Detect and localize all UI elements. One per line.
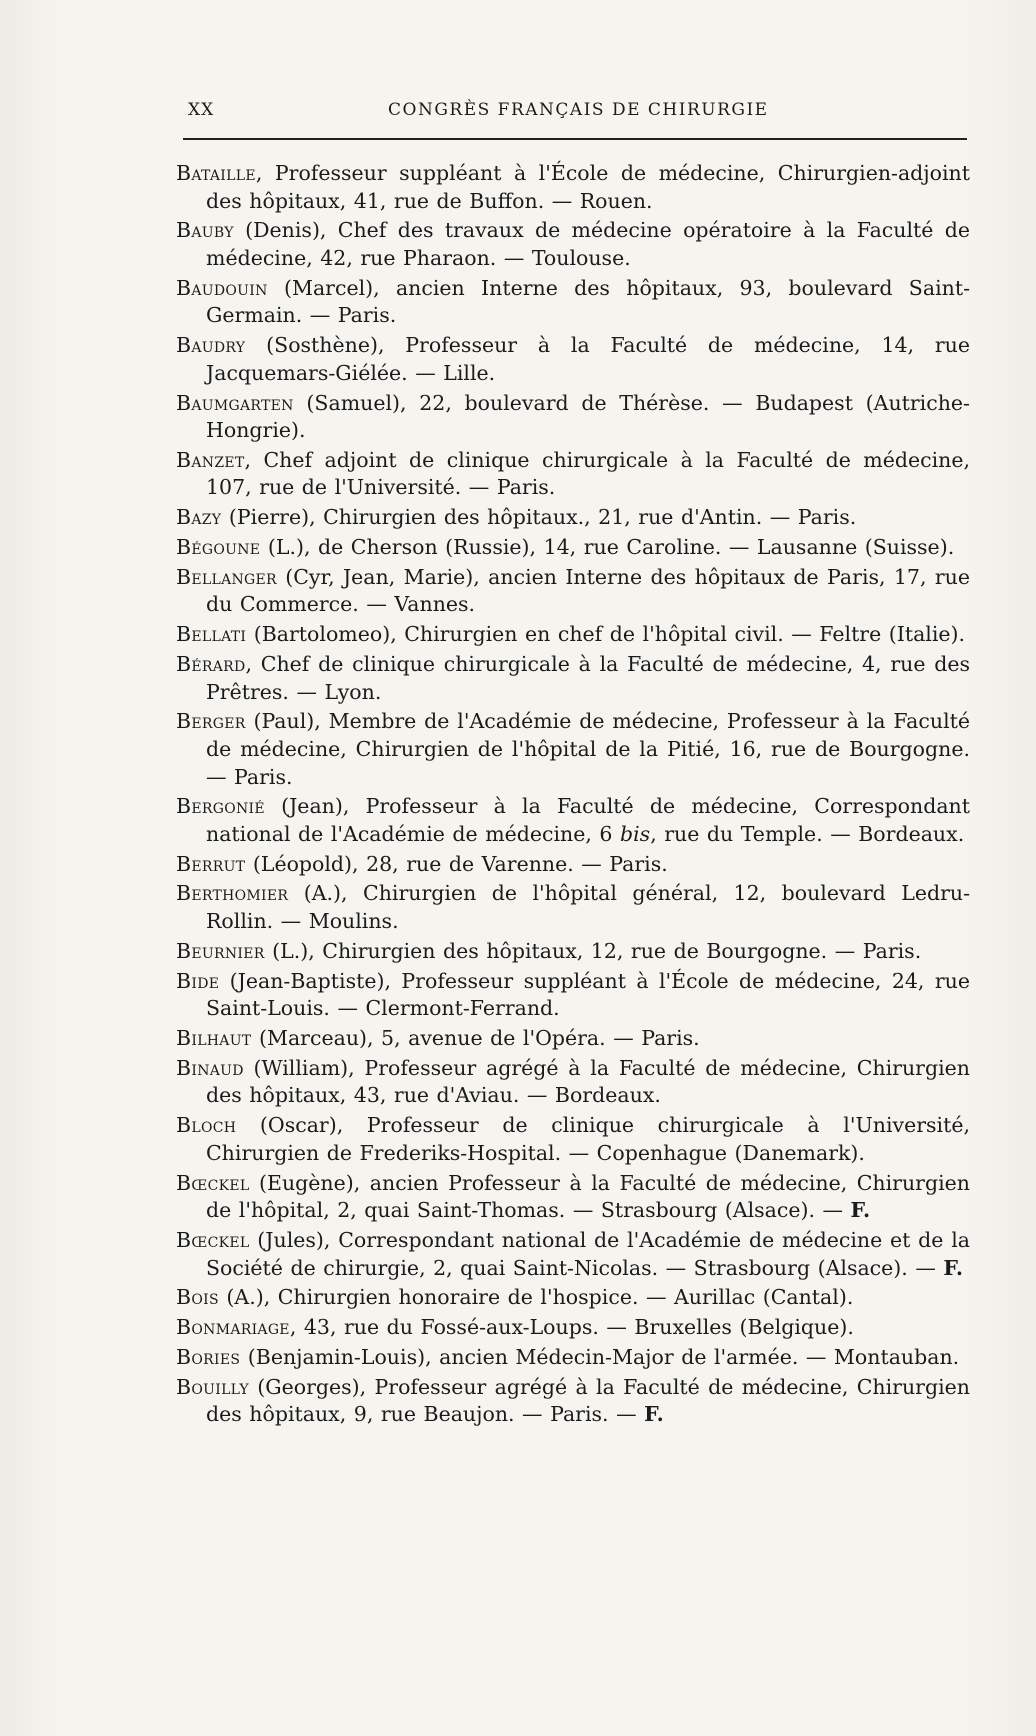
member-details: (Léopold), 28, rue de Varenne. — Paris.	[245, 851, 668, 876]
member-entry	[176, 390, 970, 445]
member-details: (A.), Chirurgien honoraire de l'hospice. — Aurillac (Cantal).	[218, 1285, 854, 1310]
member-entry	[176, 564, 970, 619]
member-details: (Eugène), ancien Professeur à la Faculté de médecine, Chirurgien de l'hôpital, 2, quai Saint-Thomas. — Strasbourg (Alsace). —	[206, 1170, 970, 1223]
member-name: Banzet	[176, 447, 245, 472]
member-entry	[176, 1112, 970, 1167]
member-details: (William), Professeur agrégé à la Faculté de médecine, Chirurgien des hôpitaux, 43, rue d'Aviau. — Bordeaux.	[206, 1055, 970, 1108]
page-number: XX	[188, 100, 215, 120]
member-name: Binaud	[176, 1055, 244, 1080]
member-entry	[176, 534, 970, 562]
member-name: Bories	[176, 1344, 241, 1369]
member-entry	[176, 1055, 970, 1110]
member-details: (Georges), Professeur agrégé à la Faculté de médecine, Chirurgien des hôpitaux, 9, rue Beaujon. — Paris. —	[206, 1374, 970, 1427]
founder-mark: F.	[943, 1255, 963, 1280]
member-name: Beurnier	[176, 938, 265, 963]
running-title: CONGRÈS FRANÇAIS DE CHIRURGIE	[388, 100, 769, 120]
member-name: Baudouin	[176, 275, 268, 300]
member-details: , 43, rue du Fossé-aux-Loups. — Bruxelles (Belgique).	[289, 1315, 854, 1340]
member-entry	[176, 1227, 970, 1282]
founder-mark: F.	[644, 1402, 664, 1427]
member-details: (Jules), Correspondant national de l'Académie de médecine et de la Société de chirurgie, 2, quai Saint-Nicolas. — Strasbourg (Alsace). —	[206, 1227, 970, 1280]
member-entry	[176, 708, 970, 791]
member-entry	[176, 1170, 970, 1225]
member-name: Bois	[176, 1285, 219, 1310]
member-name: Bellati	[176, 622, 247, 647]
italic-word: bis	[620, 821, 651, 846]
member-name: Bataille	[176, 161, 256, 185]
member-name: Bide	[176, 968, 220, 993]
member-details: (Sosthène), Professeur à la Faculté de médecine, 14, rue Jacquemars-Giélée. — Lille.	[206, 333, 970, 385]
member-entry	[176, 651, 970, 706]
member-name: Bonmariage	[176, 1315, 290, 1340]
member-name: Bouilly	[176, 1374, 249, 1399]
member-details: (A.), Chirurgien de l'hôpital général, 12, boulevard Ledru-Rollin. — Moulins.	[206, 881, 970, 934]
member-details: , Chef de clinique chirurgicale à la Faculté de médecine, 4, rue des Prêtres. — Lyon.	[206, 651, 970, 704]
member-details: (L.), de Cherson (Russie), 14, rue Caroline. — Lausanne (Suisse).	[260, 535, 955, 560]
member-details: (L.), Chirurgien des hôpitaux, 12, rue de Bourgogne. — Paris.	[264, 938, 922, 963]
member-entry	[176, 447, 970, 502]
member-entry	[176, 160, 970, 215]
page-header	[188, 100, 968, 128]
member-details: (Jean), Professeur à la Faculté de médecine, Correspondant national de l'Académie de médecine, 6	[206, 794, 970, 846]
member-entry	[176, 1025, 970, 1053]
member-entry	[176, 1374, 970, 1429]
member-entry	[176, 1284, 970, 1312]
member-details-cont: , rue du Temple. — Bordeaux.	[650, 821, 965, 846]
member-name: Bellanger	[176, 564, 277, 589]
member-entry	[176, 217, 970, 272]
founder-mark: F.	[850, 1198, 871, 1223]
member-name: Berrut	[176, 851, 246, 876]
member-name: Berthomier	[176, 881, 289, 906]
member-details: (Bartolomeo), Chirurgien en chef de l'hôpital civil. — Feltre (Italie).	[246, 622, 966, 647]
member-entry	[176, 504, 970, 532]
member-details: (Paul), Membre de l'Académie de médecine, Professeur à la Faculté de médecine, Chirurgien de l'hôpital de la Pitié, 16, rue de Bourgogne. — Paris.	[206, 709, 970, 789]
member-details: (Benjamin-Louis), ancien Médecin-Major de l'armée. — Montauban.	[240, 1344, 960, 1369]
member-entry	[176, 793, 970, 848]
member-entry	[176, 621, 970, 649]
member-name: Bégoune	[176, 535, 261, 560]
member-entry	[176, 880, 970, 935]
member-list	[176, 160, 970, 1431]
member-name: Bazy	[176, 505, 222, 530]
member-name: Baumgarten	[176, 390, 294, 415]
member-details: (Oscar), Professeur de clinique chirurgicale à l'Université, Chirurgien de Frederiks-Hospital. — Copenhague (Danemark).	[206, 1113, 970, 1165]
member-name: Bœckel	[176, 1227, 250, 1252]
member-name: Berger	[176, 709, 246, 734]
member-details: (Pierre), Chirurgien des hôpitaux., 21, rue d'Antin. — Paris.	[221, 505, 857, 530]
member-name: Bloch	[176, 1113, 237, 1138]
member-details: (Denis), Chef des travaux de médecine opératoire à la Faculté de médecine, 42, rue Pharaon. — Toulouse.	[206, 218, 970, 270]
member-details: (Samuel), 22, boulevard de Thérèse. — Budapest (Autriche-Hongrie).	[206, 390, 970, 443]
member-entry	[176, 275, 970, 330]
header-rule	[183, 138, 967, 140]
member-name: Bilhaut	[176, 1026, 252, 1050]
member-name: Bergonié	[176, 794, 265, 819]
member-details: (Jean-Baptiste), Professeur suppléant à l'École de médecine, 24, rue Saint-Louis. — Clermont-Ferrand.	[206, 968, 970, 1021]
member-entry	[176, 938, 970, 966]
member-entry	[176, 1344, 970, 1372]
member-entry	[176, 332, 970, 387]
member-name: Bauby	[176, 218, 234, 243]
member-details: , Professeur suppléant à l'École de médecine, Chirurgien-adjoint des hôpitaux, 41, rue de Buffon. — Rouen.	[206, 161, 970, 213]
member-name: Bœckel	[176, 1170, 250, 1195]
member-details: (Cyr, Jean, Marie), ancien Interne des hôpitaux de Paris, 17, rue du Commerce. — Vannes.	[206, 564, 970, 617]
member-entry	[176, 1314, 970, 1342]
member-details: , Chef adjoint de clinique chirurgicale à la Faculté de médecine, 107, rue de l'Université. — Paris.	[206, 447, 970, 500]
member-name: Bérard	[176, 651, 246, 676]
member-details: (Marcel), ancien Interne des hôpitaux, 93, boulevard Saint-Germain. — Paris.	[206, 275, 970, 328]
member-name: Baudry	[176, 333, 246, 358]
member-entry	[176, 851, 970, 879]
member-entry	[176, 968, 970, 1023]
member-details: (Marceau), 5, avenue de l'Opéra. — Paris.	[251, 1026, 700, 1050]
